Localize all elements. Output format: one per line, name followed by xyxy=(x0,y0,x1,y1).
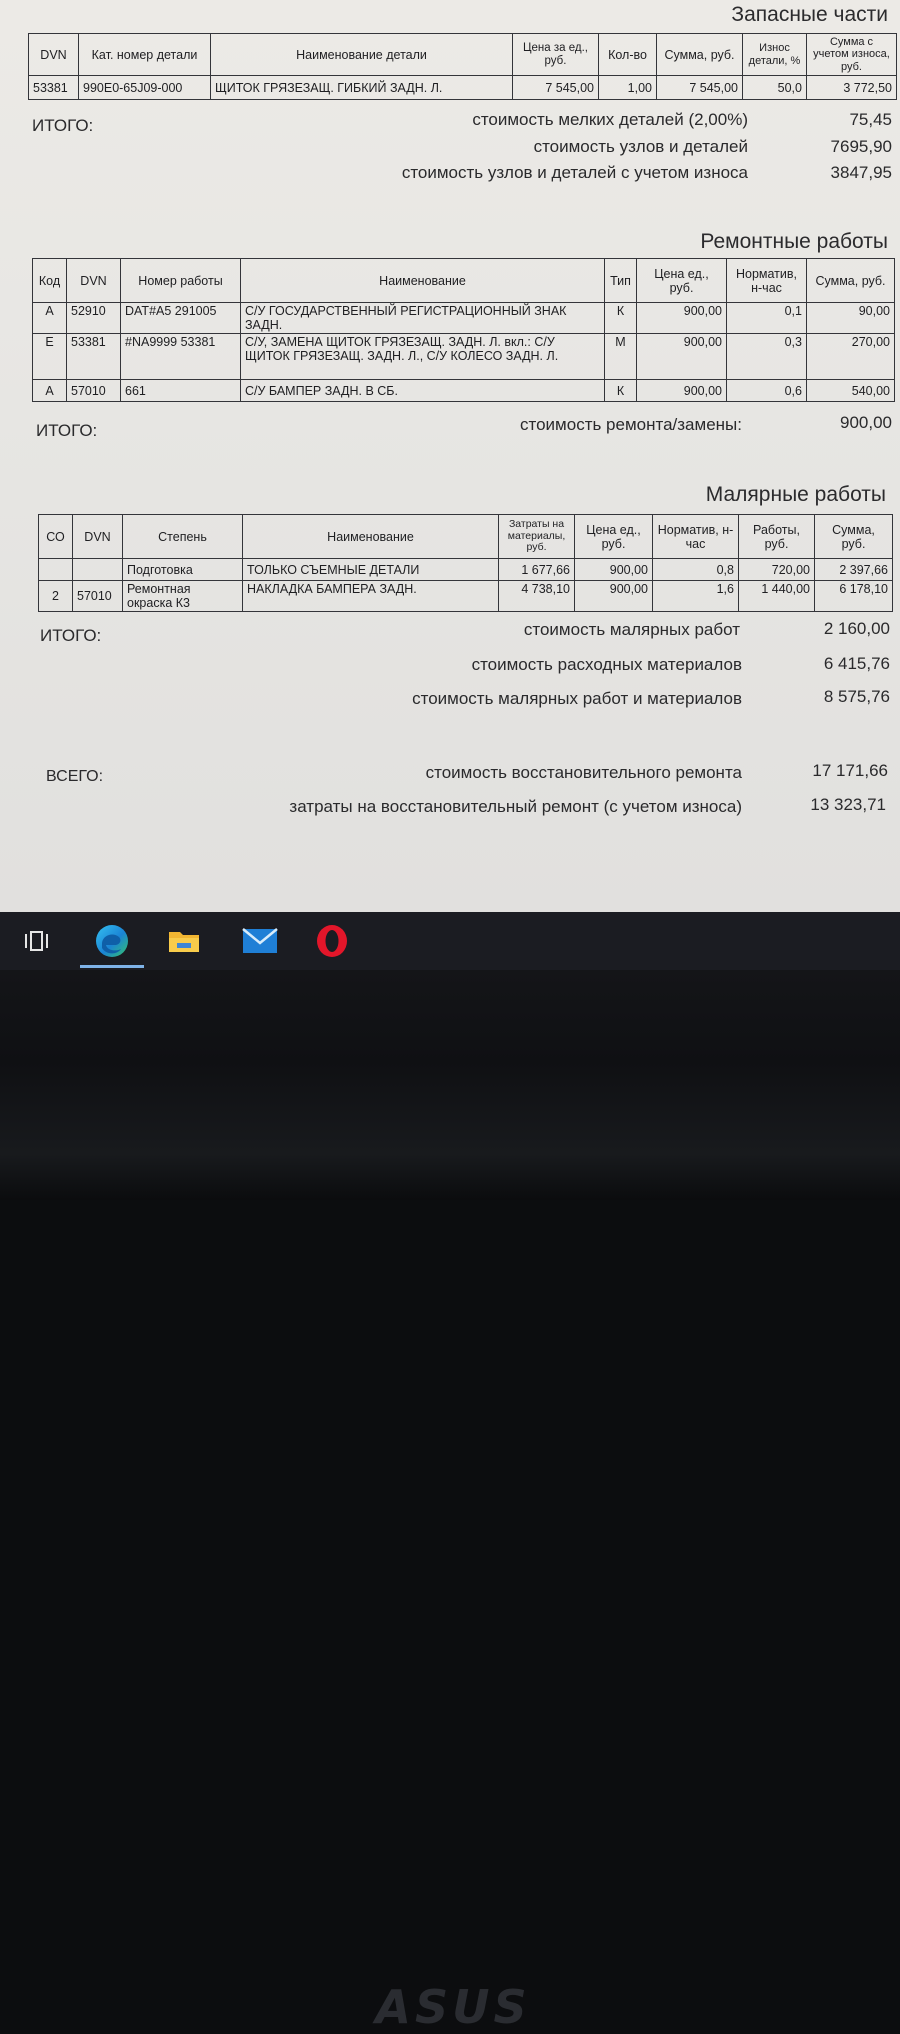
cell-material-cost: 4 738,10 xyxy=(499,581,575,612)
header-cell: Наименование xyxy=(243,515,499,559)
cell-norm-hours: 1,6 xyxy=(653,581,739,612)
cell-work-number: 661 xyxy=(121,380,241,402)
cell-unit-price: 900,00 xyxy=(575,581,653,612)
table-row xyxy=(33,334,895,380)
header-cell: Сумма, руб. xyxy=(657,34,743,76)
summary-label: затраты на восстановительный ремонт (с учетом износа) xyxy=(289,797,742,816)
header-cell: Норматив, н-час xyxy=(653,515,739,559)
header-cell: СО xyxy=(39,515,73,559)
table-row xyxy=(29,76,897,100)
summary-label: стоимость расходных материалов xyxy=(471,655,742,674)
cell-dvn xyxy=(73,559,123,581)
cell-sum: 7 545,00 xyxy=(657,76,743,100)
cell-type: К xyxy=(605,303,637,334)
table-row xyxy=(39,559,893,581)
cell-unit-price: 900,00 xyxy=(637,334,727,380)
repair-works-total-label: ИТОГО: xyxy=(36,421,98,440)
cell-labor: 1 440,00 xyxy=(739,581,815,612)
cell-co: 2 xyxy=(39,581,73,612)
cell-work-name: С/У ГОСУДАРСТВЕННЫЙ РЕГИСТРАЦИОННЫЙ ЗНАК ЗАДН. xyxy=(241,303,605,334)
header-cell: Кол-во xyxy=(599,34,657,76)
asus-logo: ASUS xyxy=(375,1980,531,2034)
windows-taskbar xyxy=(0,912,900,970)
cell-norm-hours: 0,3 xyxy=(727,334,807,380)
taskbar-file-explorer-button[interactable] xyxy=(148,912,220,970)
paint-works-total-label: ИТОГО: xyxy=(40,626,102,645)
summary-label: стоимость ремонта/замены: xyxy=(520,415,742,434)
grand-total-label: ВСЕГО: xyxy=(46,768,104,785)
table-row xyxy=(33,303,895,334)
cell-work-name: С/У БАМПЕР ЗАДН. В СБ. xyxy=(241,380,605,402)
summary-value: 3847,95 xyxy=(830,163,892,182)
cell-sum: 270,00 xyxy=(807,334,895,380)
header-cell: Цена за ед., руб. xyxy=(513,34,599,76)
header-cell: Сумма с учетом износа, руб. xyxy=(807,34,897,76)
document-screen xyxy=(0,0,900,912)
header-cell: Работы, руб. xyxy=(739,515,815,559)
header-cell: Наименование xyxy=(241,259,605,303)
monitor-bezel xyxy=(0,970,900,2034)
cell-dvn: 53381 xyxy=(67,334,121,380)
table-row xyxy=(33,380,895,402)
opera-browser-icon xyxy=(314,923,350,959)
table-row xyxy=(39,581,893,612)
summary-label: стоимость узлов и деталей xyxy=(533,137,748,156)
header-cell: Норматив, н-час xyxy=(727,259,807,303)
task-view-icon xyxy=(22,927,50,955)
header-cell: DVN xyxy=(73,515,123,559)
mail-icon xyxy=(241,926,279,956)
summary-label: стоимость малярных работ xyxy=(523,620,740,639)
cell-name: ТОЛЬКО СЪЕМНЫЕ ДЕТАЛИ xyxy=(243,559,499,581)
summary-value: 13 323,71 xyxy=(810,795,886,814)
cell-catalog-number: 990E0-65J09-000 xyxy=(79,76,211,100)
summary-value: 900,00 xyxy=(840,413,892,432)
cell-unit-price: 900,00 xyxy=(575,559,653,581)
summary-label: стоимость узлов и деталей с учетом износа xyxy=(401,163,748,182)
taskbar-edge-button[interactable] xyxy=(76,912,148,970)
header-cell: Код xyxy=(33,259,67,303)
cell-dvn: 57010 xyxy=(67,380,121,402)
header-cell: Сумма, руб. xyxy=(807,259,895,303)
folder-icon xyxy=(166,925,202,957)
summary-label: стоимость мелких деталей (2,00%) xyxy=(472,110,748,129)
header-cell: Наименование детали xyxy=(211,34,513,76)
cell-norm-hours: 0,1 xyxy=(727,303,807,334)
spare-parts-title: Запасные части xyxy=(731,3,888,26)
paint-works-table xyxy=(38,514,893,612)
summary-value: 8 575,76 xyxy=(823,687,890,706)
taskbar-opera-button[interactable] xyxy=(296,912,368,970)
header-cell: Кат. номер детали xyxy=(79,34,211,76)
cell-wear: 50,0 xyxy=(743,76,807,100)
header-cell: Степень xyxy=(123,515,243,559)
cell-unit-price: 7 545,00 xyxy=(513,76,599,100)
cell-unit-price: 900,00 xyxy=(637,303,727,334)
taskbar-task-view-button[interactable] xyxy=(0,912,72,970)
cell-part-name: ЩИТОК ГРЯЗЕЗАЩ. ГИБКИЙ ЗАДН. Л. xyxy=(211,76,513,100)
repair-works-title: Ремонтные работы xyxy=(700,230,888,253)
repair-works-table xyxy=(32,258,895,402)
header-cell: Сумма, руб. xyxy=(815,515,893,559)
summary-value: 6 415,76 xyxy=(823,654,890,673)
cell-work-number: #NA9999 53381 xyxy=(121,334,241,380)
cell-unit-price: 900,00 xyxy=(637,380,727,402)
cell-norm-hours: 0,8 xyxy=(653,559,739,581)
taskbar-mail-button[interactable] xyxy=(224,912,296,970)
cell-work-name: С/У, ЗАМЕНА ЩИТОК ГРЯЗЕЗАЩ. ЗАДН. Л. вкл.: С/У ЩИТОК ГРЯЗЕЗАЩ. ЗАДН. Л., С/У КОЛЕСО ЗАДН. Л. xyxy=(241,334,605,380)
cell-work-number: DAT#A5 291005 xyxy=(121,303,241,334)
cell-degree: Подготовка xyxy=(123,559,243,581)
cell-labor: 720,00 xyxy=(739,559,815,581)
cell-material-cost: 1 677,66 xyxy=(499,559,575,581)
cell-code: А xyxy=(33,380,67,402)
cell-degree: Ремонтная окраска К3 xyxy=(123,581,243,612)
cell-name: НАКЛАДКА БАМПЕРА ЗАДН. xyxy=(243,581,499,612)
repair-header-row xyxy=(33,259,895,303)
cell-code: А xyxy=(33,303,67,334)
cell-sum-with-wear: 3 772,50 xyxy=(807,76,897,100)
summary-value: 2 160,00 xyxy=(823,619,890,638)
header-cell: Износ детали, % xyxy=(743,34,807,76)
cell-quantity: 1,00 xyxy=(599,76,657,100)
cell-sum: 540,00 xyxy=(807,380,895,402)
header-cell: DVN xyxy=(29,34,79,76)
cell-dvn: 53381 xyxy=(29,76,79,100)
summary-value: 7695,90 xyxy=(830,137,892,156)
cell-sum: 90,00 xyxy=(807,303,895,334)
header-cell: Затраты на материалы, руб. xyxy=(499,515,575,559)
header-cell: Цена ед., руб. xyxy=(637,259,727,303)
cell-type: М xyxy=(605,334,637,380)
spare-parts-table xyxy=(28,33,897,100)
summary-value: 75,45 xyxy=(849,110,892,129)
cell-sum: 6 178,10 xyxy=(815,581,893,612)
summary-label: стоимость малярных работ и материалов xyxy=(412,689,742,708)
edge-browser-icon xyxy=(93,922,131,960)
cell-dvn: 57010 xyxy=(73,581,123,612)
spare-parts-total-label: ИТОГО: xyxy=(32,116,94,135)
cell-co xyxy=(39,559,73,581)
paint-header-row xyxy=(39,515,893,559)
paint-works-title: Малярные работы xyxy=(705,483,886,506)
summary-value: 17 171,66 xyxy=(812,761,888,780)
header-cell: Цена ед., руб. xyxy=(575,515,653,559)
header-cell: Тип xyxy=(605,259,637,303)
spare-parts-header-row xyxy=(29,34,897,76)
cell-norm-hours: 0,6 xyxy=(727,380,807,402)
cell-type: К xyxy=(605,380,637,402)
cell-code: Е xyxy=(33,334,67,380)
cell-dvn: 52910 xyxy=(67,303,121,334)
header-cell: Номер работы xyxy=(121,259,241,303)
cell-sum: 2 397,66 xyxy=(815,559,893,581)
summary-label: стоимость восстановительного ремонта xyxy=(425,763,742,782)
header-cell: DVN xyxy=(67,259,121,303)
